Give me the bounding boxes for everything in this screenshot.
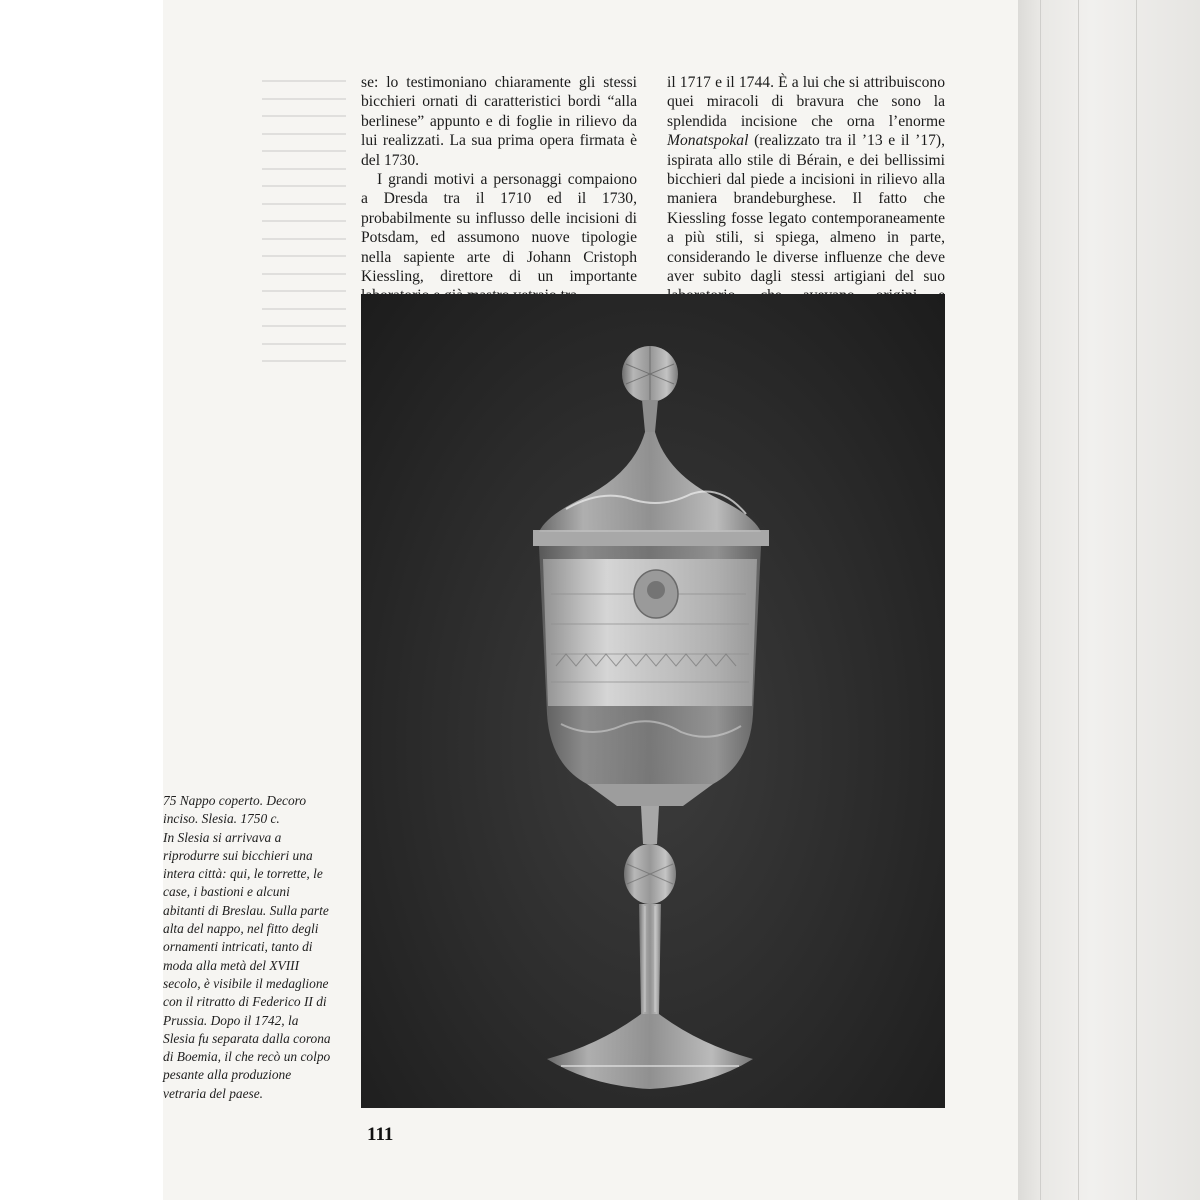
artwork-title: Monatspokal: [667, 132, 749, 150]
caption-line: di Boemia, il che recò un colpo: [163, 1049, 331, 1065]
caption-line: 75 Nappo coperto. Decoro: [163, 793, 307, 808]
caption-line: secolo, è visibile il medaglione: [163, 975, 329, 991]
paragraph-text: il 1717 e il 1744. È a lui che si attribuiscono quei miracoli di bravura che sono la splendida incisione che orna l’enorme: [667, 74, 945, 130]
caption-line: case, i bastioni e alcuni: [163, 884, 290, 900]
page-number: 111: [367, 1124, 394, 1145]
caption-line: moda alla metà del XVIII: [163, 957, 300, 973]
caption-line: vetraria del paese.: [163, 1085, 264, 1101]
scan-background: [0, 0, 163, 1200]
caption-line: abitanti di Breslau. Sulla parte: [163, 902, 329, 918]
paragraph: se: lo testimoniano chiaramente gli stessi bicchieri ornati di caratteristici bordi “alla berlinese” appunto e di foglie in rilievo da lui realizzati. La sua prima opera firmata è del 1730.: [361, 74, 637, 169]
page-stack-edge: [1018, 0, 1200, 1200]
caption-line: pesante alla produzione: [163, 1067, 292, 1083]
paragraph-text: (realizzato tra il ’13 e il ’17), ispirata allo stile di Bérain, e dei bellissimi bicchieri dal piede a incisioni in rilievo alla maniera brandeburghese. Il fatto che Kiessling fosse legato contemporaneamente a più stili, si spiega, almeno in parte, considerando le diverse influenze che deve aver subito dagli stessi artigiani del suo: [667, 132, 945, 286]
bleed-through-text: [262, 80, 346, 400]
caption-line: Prussia. Dopo il 1742, la: [163, 1012, 299, 1028]
paragraph: I grandi motivi a personaggi compaiono a Dresda tra il 1710 ed il 1730, probabilmente su influsso delle incisioni di Potsdam, ed assumono nuove tipologie nella sapiente arte di Johann Cristoph Kiessling, direttore di un importante: [361, 171, 637, 286]
caption-line: ornamenti intricati, tanto di: [163, 939, 313, 955]
caption-line: con il ritratto di Federico II di: [163, 994, 327, 1010]
covered-goblet-illustration: [361, 294, 945, 1108]
caption-line: In Slesia si arrivava a: [163, 829, 282, 845]
caption-line: inciso. Slesia. 1750 c.: [163, 811, 280, 827]
caption-line: riprodurre sui bicchieri una: [163, 847, 313, 863]
caption-line: alta del nappo, nel fitto degli: [163, 921, 319, 937]
figure-caption: [163, 792, 339, 1103]
caption-line: intera città: qui, le torrette, le: [163, 866, 323, 882]
text-column-right: [667, 73, 945, 325]
text-column-left: [361, 73, 637, 306]
goblet-photograph: [361, 294, 945, 1108]
caption-line: Slesia fu separata dalla corona: [163, 1030, 331, 1046]
paragraph: [667, 73, 945, 325]
